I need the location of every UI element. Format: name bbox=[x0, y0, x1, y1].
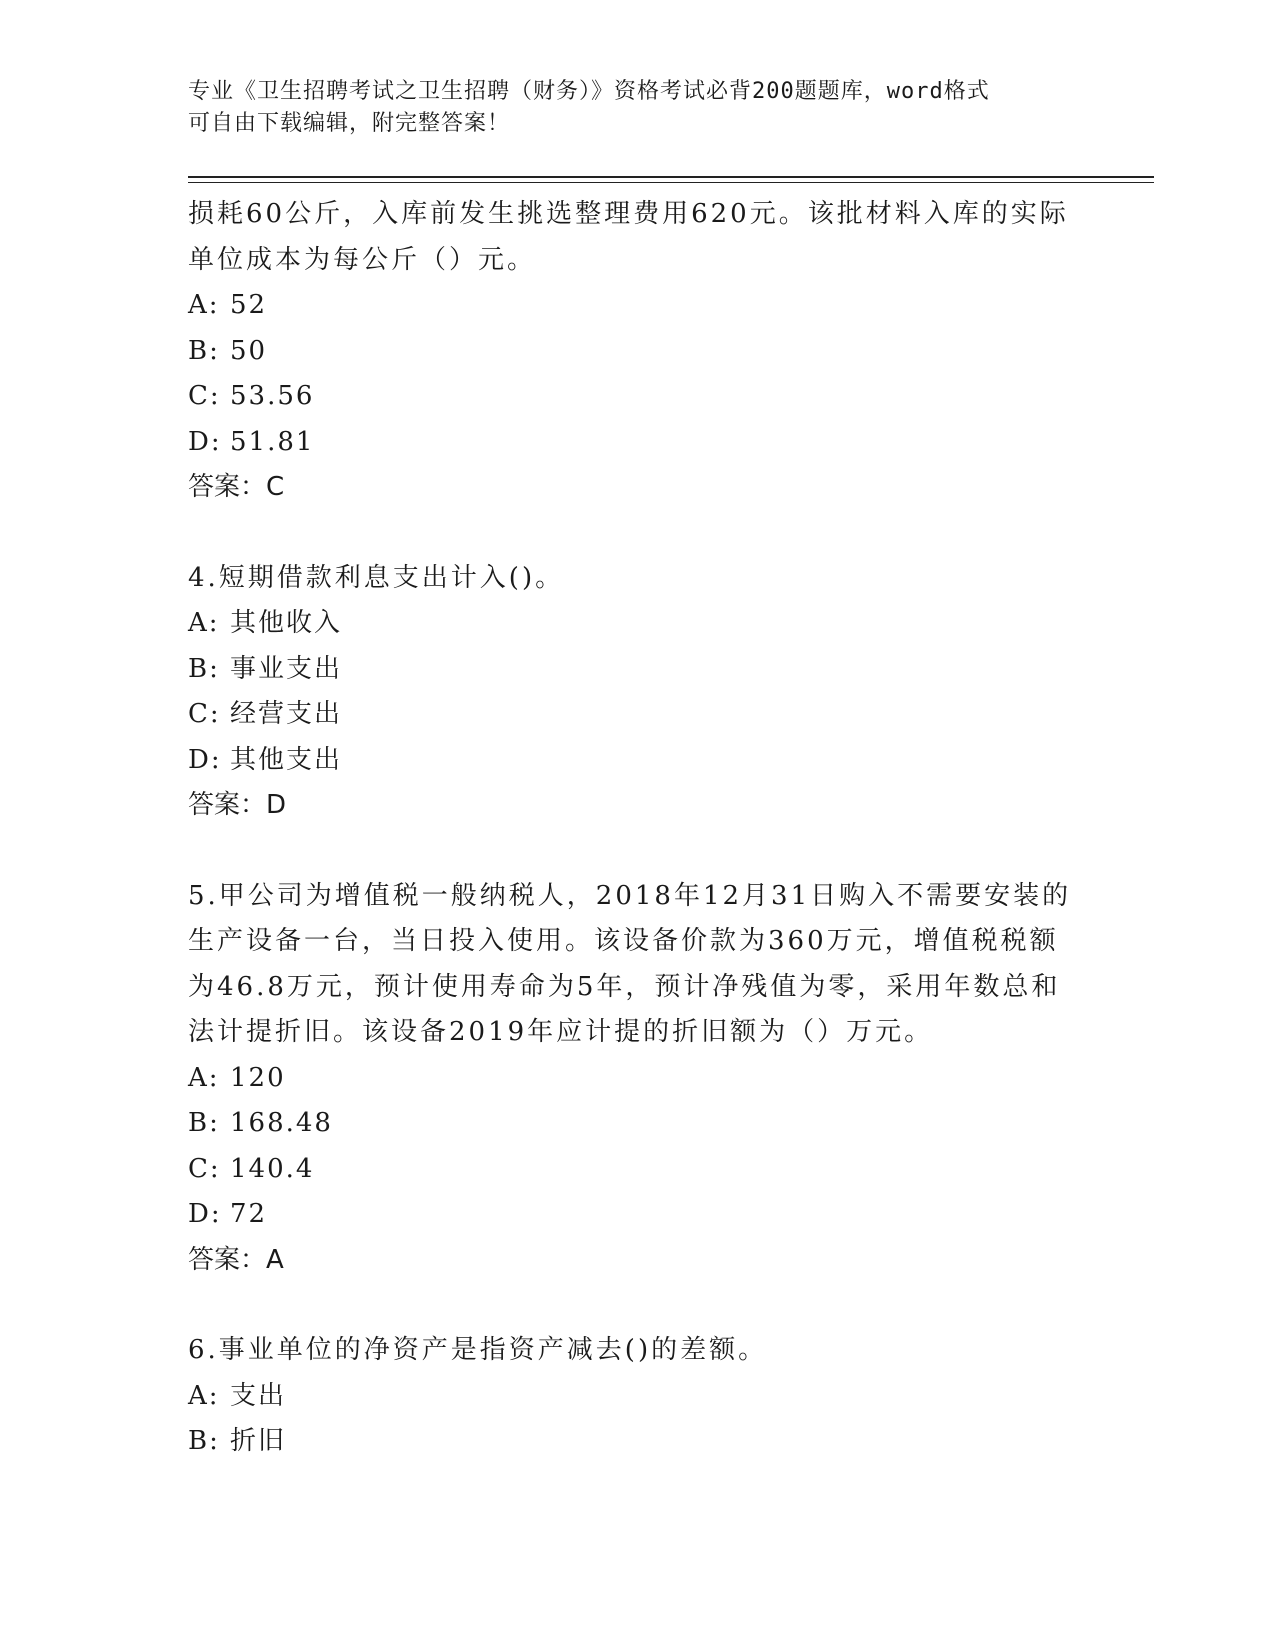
answer-option bbox=[188, 1101, 1088, 1147]
header-line-1: 专业《卫生招聘考试之卫生招聘（财务）》资格考试必背200题题库，word格式 bbox=[188, 79, 990, 104]
option-value: 168.48 bbox=[230, 1108, 333, 1138]
question-block bbox=[188, 556, 1088, 829]
question-text-line: 损耗60公斤，入库前发生挑选整理费用620元。该批材料入库的实际 bbox=[188, 199, 1069, 229]
option-letter: B: bbox=[188, 653, 220, 684]
option-letter: C: bbox=[188, 381, 221, 411]
option-value: 其他支出 bbox=[230, 744, 343, 775]
question-text-line: 法计提折旧。该设备2019年应计提的折旧额为（）万元。 bbox=[188, 1017, 934, 1047]
answer-key: 答案：A bbox=[188, 1244, 284, 1275]
answer-option bbox=[188, 738, 1088, 784]
question-text-line: 4.短期借款利息支出计入()。 bbox=[188, 562, 565, 593]
answer-option bbox=[188, 692, 1088, 738]
option-letter: C: bbox=[188, 1153, 221, 1184]
answer-option bbox=[188, 647, 1088, 693]
option-letter: B: bbox=[188, 1108, 220, 1138]
question-text-line: 6.事业单位的净资产是指资产减去()的差额。 bbox=[188, 1335, 768, 1365]
option-value: 53.56 bbox=[230, 381, 315, 411]
option-value: 72 bbox=[230, 1199, 268, 1229]
answer-option bbox=[188, 1147, 1088, 1193]
answer-option bbox=[188, 1374, 1088, 1420]
question-text-line: 5.甲公司为增值税一般纳税人，2018年12月31日购入不需要安装的 bbox=[188, 880, 1072, 911]
option-value: 120 bbox=[230, 1062, 286, 1093]
option-value: 52 bbox=[230, 290, 268, 320]
answer-key: 答案：D bbox=[188, 790, 287, 820]
header-divider-thin bbox=[188, 182, 1154, 183]
answer-option bbox=[188, 1419, 1088, 1465]
document-header bbox=[188, 76, 1088, 140]
answer-option bbox=[188, 1192, 1088, 1238]
option-letter: D: bbox=[188, 744, 222, 775]
option-value: 折旧 bbox=[230, 1426, 287, 1456]
option-value: 51.81 bbox=[230, 426, 315, 457]
answer-key: 答案：C bbox=[188, 472, 285, 502]
header-divider-thick bbox=[188, 176, 1154, 178]
option-letter: A: bbox=[188, 1380, 220, 1411]
option-letter: B: bbox=[188, 1426, 220, 1456]
question-text-line: 单位成本为每公斤（）元。 bbox=[188, 244, 537, 275]
answer-option bbox=[188, 283, 1088, 329]
option-value: 支出 bbox=[230, 1380, 287, 1411]
answer-option bbox=[188, 601, 1088, 647]
header-line-2: 可自由下载编辑，附完整答案！ bbox=[188, 111, 511, 136]
question-text-line: 生产设备一台，当日投入使用。该设备价款为360万元，增值税税额 bbox=[188, 926, 1059, 956]
option-letter: A: bbox=[188, 1062, 220, 1093]
answer-option bbox=[188, 420, 1088, 466]
option-value: 50 bbox=[230, 335, 268, 366]
option-value: 其他收入 bbox=[230, 608, 343, 638]
question-list bbox=[188, 192, 1088, 1510]
option-letter: D: bbox=[188, 426, 222, 457]
option-value: 经营支出 bbox=[230, 699, 343, 729]
answer-option bbox=[188, 329, 1088, 375]
answer-option bbox=[188, 1056, 1088, 1102]
option-value: 140.4 bbox=[230, 1153, 315, 1184]
question-block bbox=[188, 1328, 1088, 1465]
option-letter: C: bbox=[188, 699, 221, 729]
option-letter: B: bbox=[188, 335, 220, 366]
question-text-line: 为46.8万元，预计使用寿命为5年，预计净残值为零，采用年数总和 bbox=[188, 971, 1061, 1002]
option-letter: A: bbox=[188, 608, 220, 638]
question-block bbox=[188, 192, 1088, 511]
answer-option bbox=[188, 374, 1088, 420]
option-letter: D: bbox=[188, 1199, 222, 1229]
option-letter: A: bbox=[188, 290, 220, 320]
question-block bbox=[188, 874, 1088, 1284]
option-value: 事业支出 bbox=[230, 653, 343, 684]
